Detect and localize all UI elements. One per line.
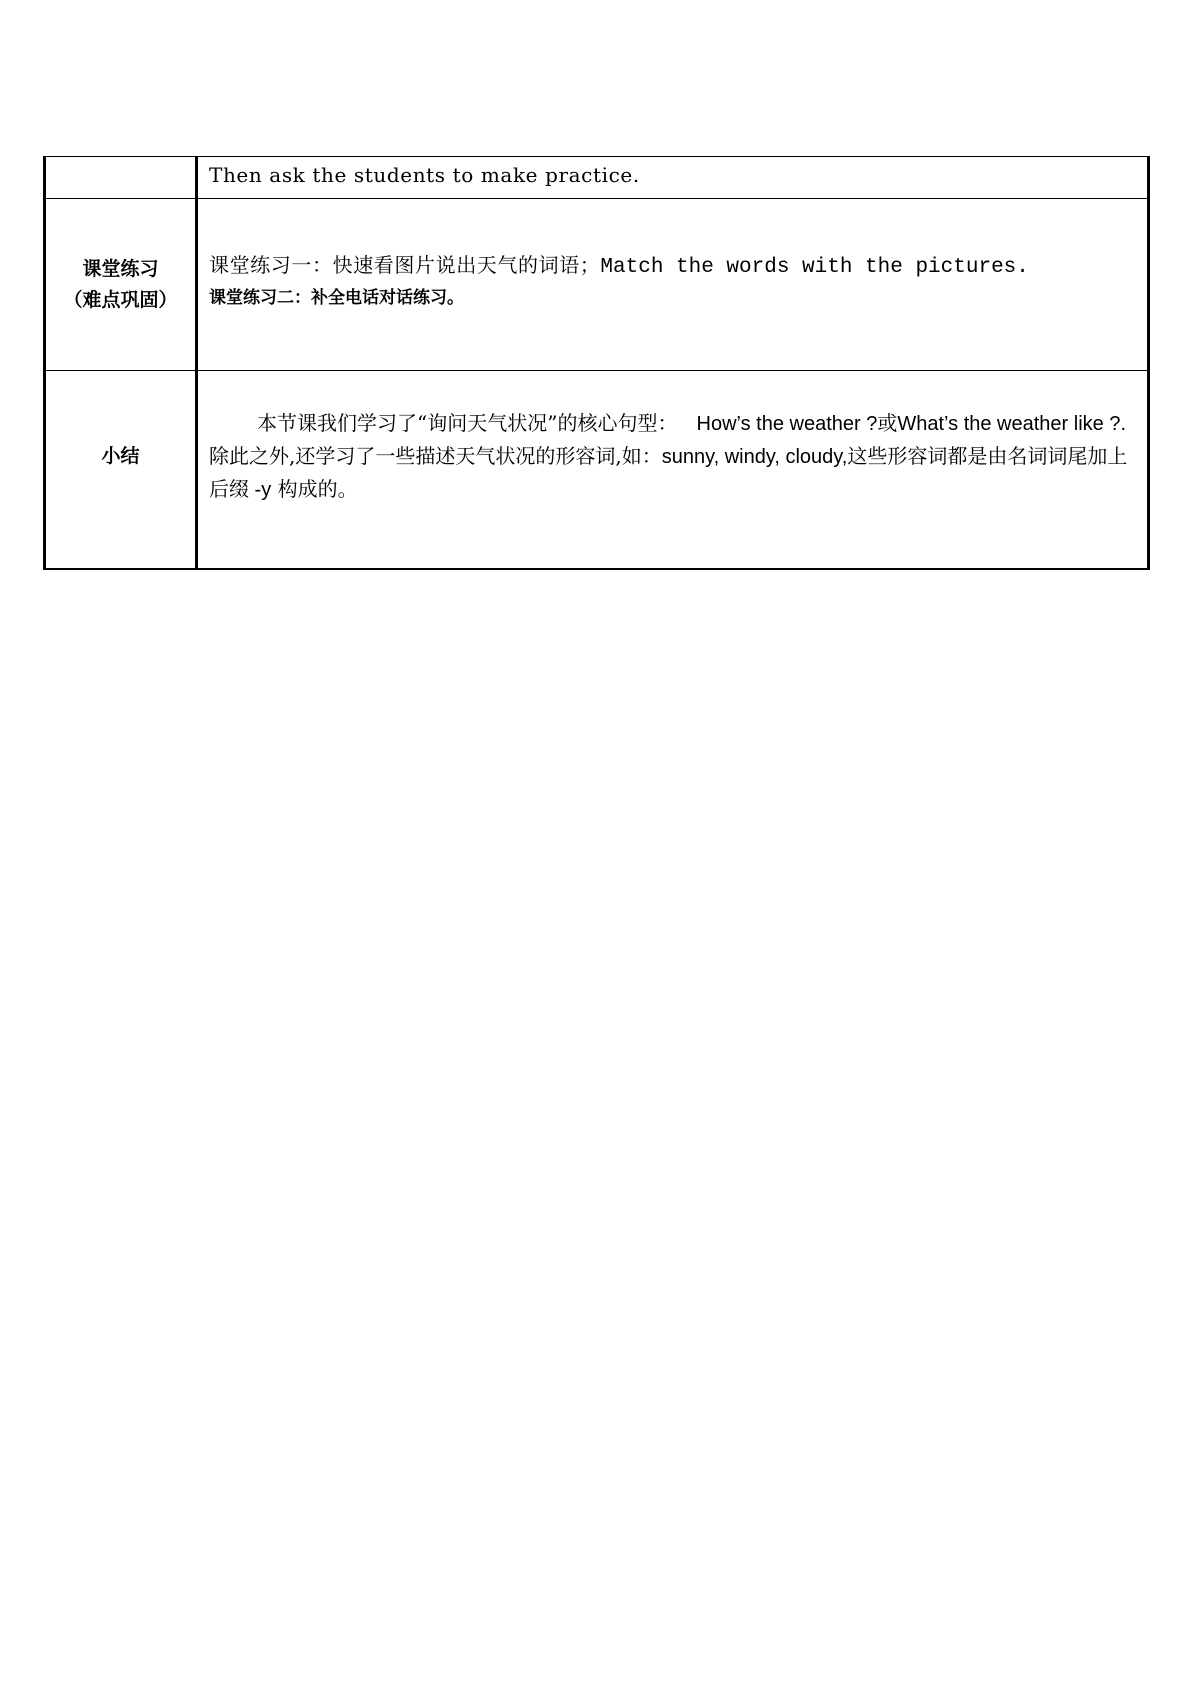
table-row	[45, 157, 1149, 199]
summary-part5: 除此之外,还学习了一些描述天气状况的形容词,如：	[209, 444, 662, 468]
summary-section-label: 小结	[101, 445, 140, 467]
table-row	[45, 371, 1149, 570]
summary-part8: -y	[249, 479, 272, 501]
row2-left-cell	[45, 199, 197, 371]
practice-section-label: 课堂练习	[82, 257, 159, 280]
practice-item-1	[209, 249, 1137, 279]
summary-paragraph	[198, 407, 1147, 506]
row3-right-cell	[197, 371, 1149, 570]
practice-item-1-cn: 课堂练习一：快速看图片说出天气的词语；	[209, 253, 601, 277]
summary-part1: 本节课我们学习了“询问天气状况”的核心句型：	[257, 411, 678, 435]
summary-part9: 构成的。	[277, 477, 358, 501]
row3-left-cell	[45, 371, 197, 570]
summary-part6: sunny, windy, cloudy,	[661, 446, 848, 468]
summary-part4: What’s the weather like ?.	[897, 413, 1127, 435]
row1-instruction-text: Then ask the students to make practice.	[209, 162, 640, 187]
lesson-plan-table	[43, 156, 1150, 570]
practice-item-1-en: Match the words with the pictures.	[600, 256, 1029, 279]
summary-part7: 这些形容词都是由名词词尾加上后缀	[209, 444, 1128, 501]
practice-content	[198, 249, 1147, 308]
table-row	[45, 199, 1149, 371]
row1-right-cell	[197, 157, 1149, 199]
practice-section-sublabel: （难点巩固）	[63, 288, 178, 311]
row1-left-cell	[45, 157, 197, 199]
summary-part2: How’s the weather ?	[696, 413, 878, 435]
row2-right-cell	[197, 199, 1149, 371]
summary-part3: 或	[877, 411, 898, 435]
practice-item-2: 课堂练习二：补全电话对话练习。	[209, 288, 464, 308]
